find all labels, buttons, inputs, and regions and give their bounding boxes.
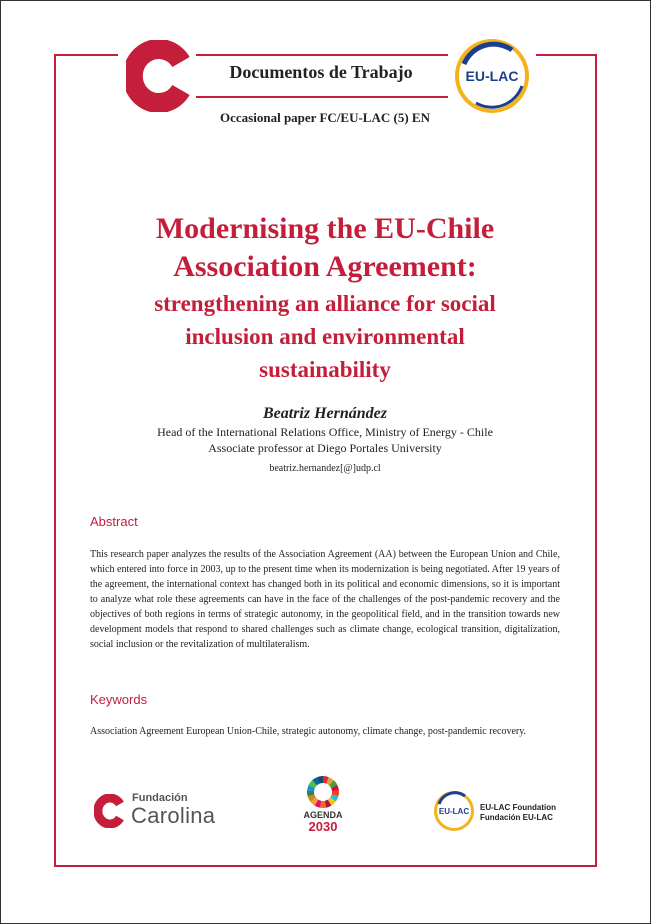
- frame-left: [54, 54, 56, 867]
- fc-big-text: Carolina: [131, 803, 216, 828]
- series-title: Documentos de Trabajo: [229, 62, 413, 82]
- eu-lac-badge: [452, 36, 532, 116]
- foundation-name-en: EU-LAC Foundation: [480, 803, 556, 812]
- title-main-line1: Modernising the EU-Chile: [155, 212, 495, 245]
- frame-bottom: [54, 865, 597, 867]
- eu-lac-foundation-badge: [432, 789, 476, 833]
- author-name: Beatriz Hernández: [262, 405, 387, 422]
- title-sub-line2: inclusion and environmental: [185, 324, 465, 349]
- author-block: [70, 404, 580, 476]
- author-email[interactable]: beatriz.hernandez[@]udp.cl: [269, 463, 381, 474]
- title-sub-line3: sustainability: [259, 357, 391, 382]
- frame-header-rule: [196, 96, 448, 98]
- author-position-2: Associate professor at Diego Portales University: [208, 441, 442, 455]
- carolina-c-logo: [126, 40, 192, 112]
- agenda-word: AGENDA: [303, 810, 343, 820]
- paper-title: [70, 210, 580, 385]
- author-position-1: Head of the International Relations Office, Ministry of Energy - Chile: [157, 425, 493, 439]
- eu-lac-badge-label: EU-LAC: [465, 68, 519, 84]
- frame-top-middle: [196, 54, 448, 56]
- title-sub-line1: strengthening an alliance for social: [154, 291, 496, 316]
- agenda-2030-logo: [300, 775, 346, 833]
- keywords-text: Association Agreement European Union-Chile, strategic autonomy, climate change, post-pandemic recovery.: [90, 726, 527, 737]
- keywords-heading: Keywords: [90, 692, 148, 707]
- title-main-line2: Association Agreement:: [173, 250, 477, 283]
- foundation-badge-label: EU-LAC: [438, 807, 470, 816]
- occasional-paper-label: Occasional paper FC/EU-LAC (5) EN: [220, 110, 430, 125]
- frame-top-left: [54, 54, 118, 56]
- frame-top-right: [536, 54, 597, 56]
- agenda-year: 2030: [308, 819, 338, 834]
- abstract-heading: Abstract: [90, 514, 138, 529]
- carolina-c-small-logo: [94, 794, 126, 828]
- foundation-name: [480, 803, 556, 823]
- fc-small-text: Fundación: [132, 792, 188, 804]
- sdg-wheel-icon: [306, 775, 340, 809]
- fundacion-carolina-logo: [94, 790, 224, 832]
- frame-right: [595, 54, 597, 867]
- abstract-text: This research paper analyzes the results of the Association Agreement (AA) between the European Union and Chile, which entered into force in 2003, up to the present time when its modernization is being negotiated. After 19 years of the agreement, the international context has changed both in its political and economic dimensions, so it is important to analyze what role these agreements can have in the face of the challenges of the post-pandemic recovery and the objectives of both regions in terms of strategic autonomy, in the geopolitical field, and in the transition towards new development models that respond to shared challenges such as climate change, ecological transition, digitalization, social inclusion or the revitalization of multilateralism.: [90, 549, 560, 650]
- foundation-name-es: Fundación EU-LAC: [480, 813, 553, 822]
